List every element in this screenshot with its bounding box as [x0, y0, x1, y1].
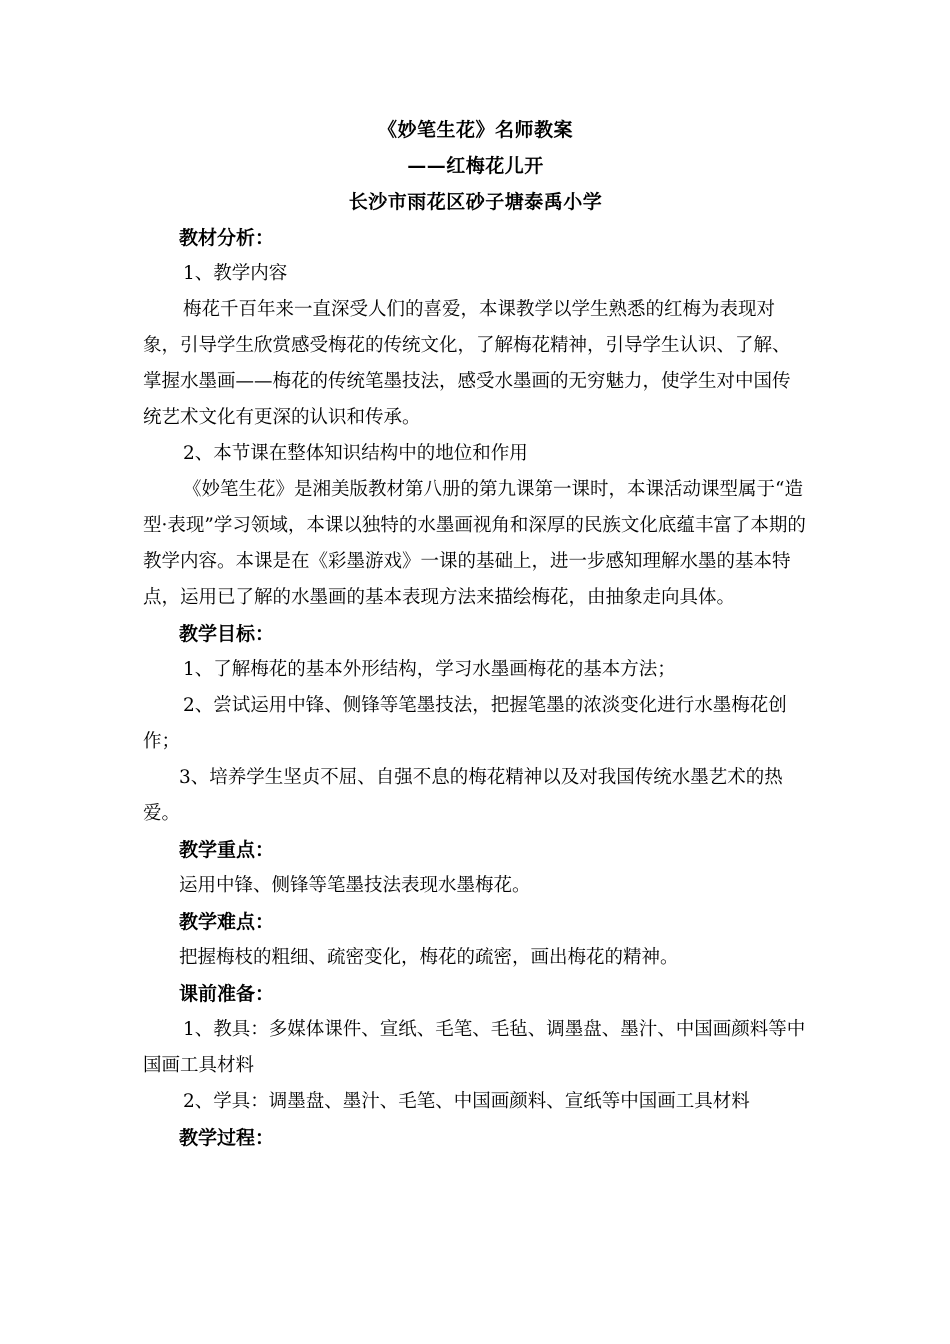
analysis-item2-title: 2、本节课在整体知识结构中的地位和作用 — [183, 443, 528, 464]
analysis-item2-text: 《妙笔生花》是湘美版教材第八册的第九课第一课时，本课活动课型属于“造型·表现”学习领域，本课以独特的水墨画视角和深厚的民族文化底蕴丰富了本期的教学内容。本课是在《彩墨游戏》一课的基础上，进一步感知理解水墨的基本特点，运用已了解的水墨画的基本表现方法来描绘梅花，由抽象走向具体。 — [143, 479, 806, 608]
key-points-heading: 教学重点： — [179, 839, 275, 861]
process-heading: 教学过程： — [179, 1127, 275, 1149]
preparation-heading: 课前准备： — [179, 983, 275, 1005]
goal-2: 2、尝试运用中锋、侧锋等笔墨技法，把握笔墨的浓淡变化进行水墨梅花创作； — [143, 695, 787, 752]
document-subtitle: ——红梅花儿开 — [407, 155, 544, 177]
difficulties-text: 把握梅枝的粗细、疏密变化，梅花的疏密，画出梅花的精神。 — [179, 947, 679, 968]
document-title: 《妙笔生花》名师教案 — [377, 119, 573, 141]
school-name: 长沙市雨花区砂子塘泰禹小学 — [348, 191, 603, 213]
analysis-item1-text: 梅花千百年来一直深受人们的喜爱，本课教学以学生熟悉的红梅为表现对象，引导学生欣赏感受梅花的传统文化，了解梅花精神，引导学生认识、了解、掌握水墨画——梅花的传统笔墨技法，感受水墨画的无穷魅力，使学生对中国传统艺术文化有更深的认识和传承。 — [143, 299, 791, 428]
goal-3: 3、培养学生坚贞不屈、自强不息的梅花精神以及对我国传统水墨艺术的热爱。 — [143, 767, 783, 824]
analysis-item1-title: 1、教学内容 — [183, 263, 288, 284]
goal-1: 1、了解梅花的基本外形结构，学习水墨画梅花的基本方法； — [183, 659, 676, 680]
key-points-text: 运用中锋、侧锋等笔墨技法表现水墨梅花。 — [179, 875, 531, 896]
difficulties-heading: 教学难点： — [179, 911, 275, 933]
preparation-item1: 1、教具：多媒体课件、宣纸、毛笔、毛毡、调墨盘、墨汁、中国画颜料等中国画工具材料 — [143, 1019, 806, 1076]
preparation-item2: 2、学具：调墨盘、墨汁、毛笔、中国画颜料、宣纸等中国画工具材料 — [183, 1091, 750, 1112]
goals-heading: 教学目标： — [179, 623, 275, 645]
analysis-heading: 教材分析： — [179, 227, 275, 249]
